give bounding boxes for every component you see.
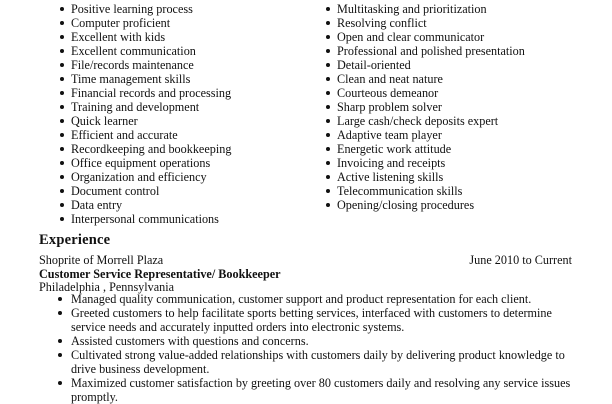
job-title: Customer Service Representative/ Bookkeeper <box>39 267 281 281</box>
bullet-icon <box>60 161 64 165</box>
list-item <box>71 306 571 334</box>
list-item-text: Invoicing and receipts <box>337 156 446 170</box>
bullet-icon <box>60 105 64 109</box>
job-bullets <box>71 292 571 404</box>
bullet-icon <box>60 35 64 39</box>
list-item <box>71 114 231 128</box>
list-item-text: Professional and polished presentation <box>337 44 525 58</box>
list-item <box>71 170 231 184</box>
list-item <box>337 30 525 44</box>
list-item <box>71 30 231 44</box>
list-item <box>71 128 231 142</box>
bullet-icon <box>326 147 330 151</box>
bullet-icon <box>326 91 330 95</box>
list-item <box>337 44 525 58</box>
bullet-icon <box>326 203 330 207</box>
bullet-icon <box>60 91 64 95</box>
list-item-text: Positive learning process <box>71 2 193 16</box>
list-item <box>71 44 231 58</box>
bullet-icon <box>60 49 64 53</box>
list-item-text: Data entry <box>71 198 123 212</box>
list-item <box>71 348 571 376</box>
list-item-text: Energetic work attitude <box>337 142 452 156</box>
bullet-icon <box>60 217 64 221</box>
bullet-icon <box>326 21 330 25</box>
list-item-text: Cultivated strong value-added relationships with customers daily by delivering product knowledge to drive business development. <box>71 348 565 376</box>
list-item-text: Excellent with kids <box>71 30 166 44</box>
bullet-icon <box>326 49 330 53</box>
list-item-text: Document control <box>71 184 160 198</box>
list-item <box>337 156 525 170</box>
list-item-text: Financial records and processing <box>71 86 232 100</box>
list-item <box>71 212 231 226</box>
list-item-text: Computer proficient <box>71 16 171 30</box>
list-item-text: Interpersonal communications <box>71 212 219 226</box>
employer-name: Shoprite of Morrell Plaza <box>39 253 164 267</box>
list-item-text: Maximized customer satisfaction by greeting over 80 customers daily and resolving any service issues promptly. <box>71 376 571 404</box>
list-item-text: Managed quality communication, customer support and product representation for each client. <box>71 292 532 306</box>
list-item <box>71 86 231 100</box>
bullet-icon <box>326 7 330 11</box>
list-item-text: Adaptive team player <box>337 128 442 142</box>
bullet-icon <box>60 133 64 137</box>
job-dates: June 2010 to Current <box>469 253 572 267</box>
bullet-icon <box>60 189 64 193</box>
list-item <box>337 58 525 72</box>
list-item <box>337 170 525 184</box>
job-location: Philadelphia , Pennsylvania <box>39 280 175 294</box>
bullet-icon <box>58 297 62 301</box>
bullet-icon <box>326 105 330 109</box>
bullet-icon <box>326 119 330 123</box>
list-item-text: Active listening skills <box>337 170 444 184</box>
skills-list-right <box>337 2 525 212</box>
bullet-icon <box>326 63 330 67</box>
bullet-icon <box>58 381 62 385</box>
list-item <box>337 86 525 100</box>
bullet-icon <box>60 203 64 207</box>
bullet-icon <box>326 161 330 165</box>
list-item <box>71 142 231 156</box>
list-item-text: Quick learner <box>71 114 138 128</box>
list-item-text: Efficient and accurate <box>71 128 178 142</box>
list-item-text: File/records maintenance <box>71 58 194 72</box>
list-item-text: Training and development <box>71 100 200 114</box>
list-item <box>71 292 571 306</box>
list-item <box>71 72 231 86</box>
list-item-text: Courteous demeanor <box>337 86 439 100</box>
bullet-icon <box>60 7 64 11</box>
list-item <box>337 198 525 212</box>
list-item-text: Recordkeeping and bookkeeping <box>71 142 232 156</box>
bullet-icon <box>326 77 330 81</box>
list-item <box>337 72 525 86</box>
list-item-text: Time management skills <box>71 72 191 86</box>
list-item-text: Opening/closing procedures <box>337 198 475 212</box>
list-item <box>337 114 525 128</box>
bullet-icon <box>58 353 62 357</box>
bullet-icon <box>60 63 64 67</box>
list-item <box>337 100 525 114</box>
list-item-text: Assisted customers with questions and concerns. <box>71 334 309 348</box>
list-item-text: Open and clear communicator <box>337 30 485 44</box>
list-item-text: Multitasking and prioritization <box>337 2 487 16</box>
bullet-icon <box>60 77 64 81</box>
list-item <box>71 16 231 30</box>
list-item-text: Resolving conflict <box>337 16 427 30</box>
list-item-text: Organization and efficiency <box>71 170 207 184</box>
bullet-icon <box>60 175 64 179</box>
list-item-text: Large cash/check deposits expert <box>337 114 499 128</box>
list-item-text: Clean and neat nature <box>337 72 443 86</box>
list-item <box>337 184 525 198</box>
section-heading-experience: Experience <box>39 232 111 248</box>
list-item <box>337 2 525 16</box>
list-item <box>71 334 571 348</box>
bullet-icon <box>60 147 64 151</box>
list-item <box>337 142 525 156</box>
list-item-text: Telecommunication skills <box>337 184 463 198</box>
bullet-icon <box>326 189 330 193</box>
list-item <box>71 156 231 170</box>
list-item-text: Excellent communication <box>71 44 196 58</box>
bullet-icon <box>58 339 62 343</box>
bullet-icon <box>326 35 330 39</box>
list-item-text: Office equipment operations <box>71 156 211 170</box>
bullet-icon <box>58 311 62 315</box>
list-item <box>337 16 525 30</box>
bullet-icon <box>60 21 64 25</box>
list-item <box>337 128 525 142</box>
bullet-icon <box>326 175 330 179</box>
bullet-icon <box>326 133 330 137</box>
list-item-text: Detail-oriented <box>337 58 411 72</box>
list-item <box>71 58 231 72</box>
bullet-icon <box>60 119 64 123</box>
list-item <box>71 2 231 16</box>
list-item <box>71 184 231 198</box>
skills-list-left <box>71 2 231 226</box>
list-item <box>71 198 231 212</box>
list-item <box>71 100 231 114</box>
list-item-text: Greeted customers to help facilitate sports betting services, interfaced with customers to determine service needs and accurately inputted orders into electronic systems. <box>71 306 552 334</box>
list-item-text: Sharp problem solver <box>337 100 442 114</box>
